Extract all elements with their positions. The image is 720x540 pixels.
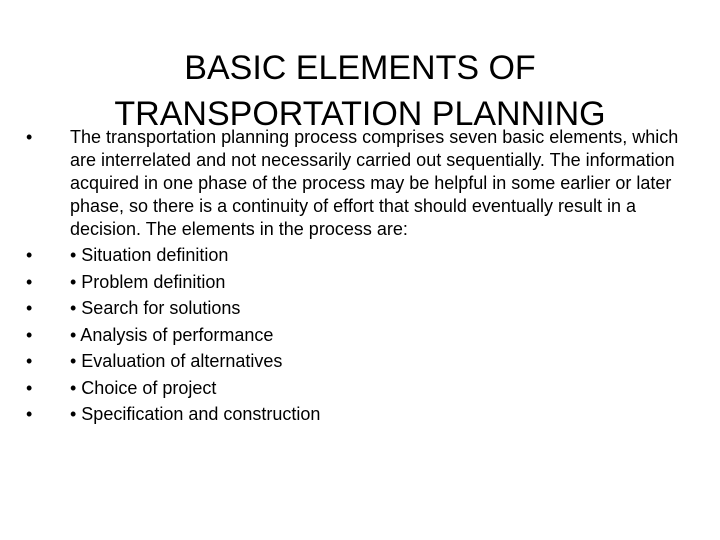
bullet-marker: • [26,404,33,424]
slide-title [60,45,660,137]
bullet-text: The transportation planning process comprises seven basic elements, which are interrelated and not necessarily carried out sequentially. The information acquired in one phase of the process may be helpful in some earlier or later phase, so there is a continuity of effort that should eventually result in a decision. The elements in the process are: [70,127,679,239]
bullet-item-situation-definition [26,244,686,267]
slide-title-line-2: TRANSPORTATION PLANNING [114,94,606,133]
bullet-marker: • [26,127,33,147]
bullet-text: • Search for solutions [70,298,241,318]
bullet-item-search-for-solutions [26,297,686,320]
bullet-text: • Choice of project [70,377,217,398]
bullet-item-intro [26,126,686,241]
bullet-marker: • [26,324,33,345]
bullet-item-specification-and-construction [26,403,686,426]
slide-title-line-1: BASIC ELEMENTS OF [184,48,536,87]
bullet-text: • Analysis of performance [70,324,274,345]
bullet-item-analysis-of-performance [26,324,686,347]
bullet-item-evaluation-of-alternatives [26,350,686,373]
bullet-list [26,126,686,430]
bullet-marker: • [26,377,33,398]
bullet-marker: • [26,351,33,371]
bullet-item-choice-of-project [26,377,686,400]
bullet-marker: • [26,245,33,265]
bullet-marker: • [26,298,33,318]
bullet-text: • Evaluation of alternatives [70,351,283,371]
bullet-text: • Specification and construction [70,404,321,424]
bullet-text: • Problem definition [70,271,226,292]
bullet-marker: • [26,271,33,292]
bullet-text: • Situation definition [70,245,229,265]
bullet-item-problem-definition [26,271,686,294]
